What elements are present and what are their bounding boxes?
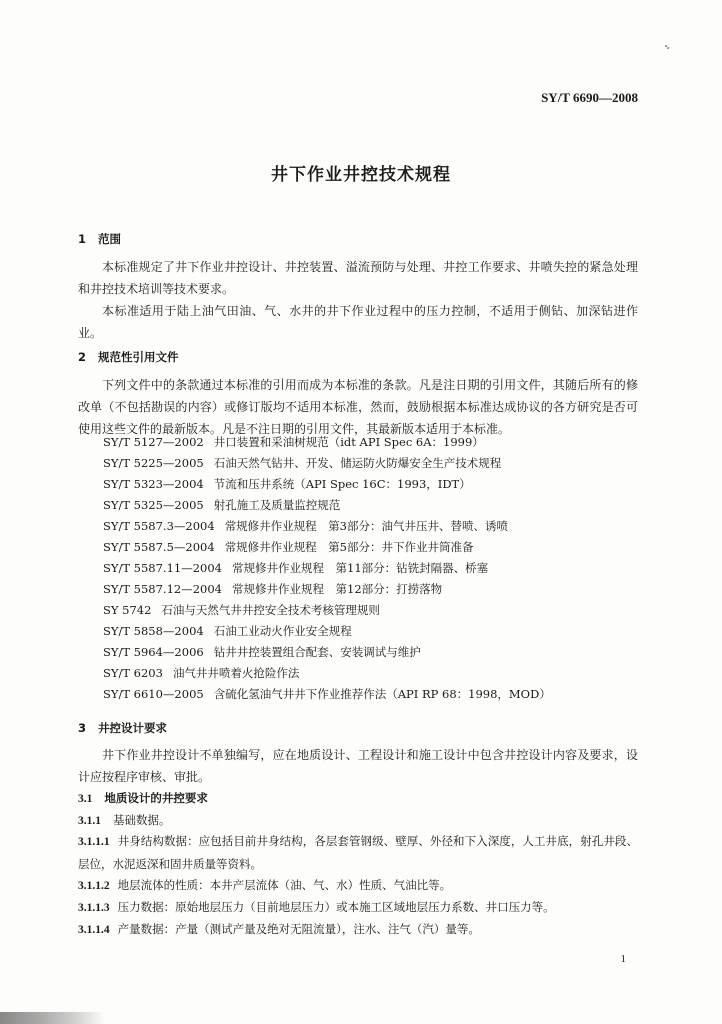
- subsection-title: 地质设计的井控要求: [104, 791, 208, 805]
- clause-item: [78, 896, 638, 919]
- reference-item: [103, 539, 474, 555]
- reference-item: [103, 623, 352, 639]
- reference-item: [103, 476, 471, 492]
- scan-speck: [667, 47, 669, 49]
- reference-title: 射孔施工及质量监控规范: [213, 498, 341, 512]
- reference-item: [103, 560, 488, 576]
- reference-title: 含硫化氢油气井井下作业推荐作法（API RP 68：1998，MOD）: [213, 687, 551, 701]
- reference-code: SY/T 5587.5—2004: [103, 540, 215, 554]
- clause-number: 3.1.1.1: [78, 836, 110, 848]
- reference-title: 钻井井控装置组合配套、安装调试与维护: [213, 645, 421, 659]
- reference-item: [103, 581, 442, 597]
- clause-number: 3.1.1.3: [78, 902, 110, 914]
- section-1-heading: [78, 231, 121, 247]
- reference-item: [103, 665, 299, 681]
- subsection-number: 3.1.1: [78, 815, 101, 827]
- reference-title: 油气井井喷着火抢险作法: [172, 666, 300, 680]
- section-2-heading: [78, 349, 179, 365]
- reference-code: SY 5742: [103, 603, 152, 617]
- section-number: 1: [78, 232, 87, 246]
- reference-item: [103, 497, 340, 513]
- section-1-paragraph-2: 本标准适用于陆上油气田油、气、水井的井下作业过程中的压力控制，不适用于侧钻、加深钻进作业。: [78, 304, 638, 340]
- reference-item: [103, 518, 508, 534]
- reference-item: [103, 644, 421, 660]
- reference-code: SY/T 6610—2005: [103, 687, 204, 701]
- reference-item: [103, 602, 380, 618]
- subsection-3-1-1-heading: [78, 812, 171, 828]
- reference-title: 石油与天然气井井控安全技术考核管理规则: [161, 603, 380, 617]
- reference-title: 常规修井作业规程 第5部分：井下作业井筒准备: [224, 540, 474, 554]
- reference-code: SY/T 5858—2004: [103, 624, 204, 638]
- reference-title: 常规修井作业规程 第12部分：打捞落物: [232, 582, 443, 596]
- section-3-intro: 井下作业井控设计不单独编写，应在地质设计、工程设计和施工设计中包含井控设计内容及要求，设计应按程序审核、审批。: [78, 748, 638, 784]
- clause-item: [78, 874, 638, 897]
- section-number: 3: [78, 721, 87, 735]
- clause-text: 地层流体的性质：本井产层流体（油、气、水）性质、气油比等。: [117, 878, 452, 892]
- clause-number: 3.1.1.4: [78, 924, 110, 936]
- subsection-3-1-heading: [78, 790, 208, 806]
- reference-code: SY/T 5127—2002: [103, 435, 204, 449]
- document-title: 井下作业井控技术规程: [271, 165, 451, 185]
- clause-text: 产量数据：产量（测试产量及绝对无阻流量），注水、注气（汽）量等。: [117, 922, 480, 936]
- scan-edge-shadow: [0, 1012, 105, 1024]
- clause-number: 3.1.1.2: [78, 880, 110, 892]
- reference-title: 井口装置和采油树规范（idt API Spec 6A：1999）: [213, 435, 484, 449]
- clause-text: 井身结构数据：应包括目前井身结构，各层套管钢级、壁厚、外径和下入深度，人工井底，射孔井段、层位，水泥返深和固井质量等资料。: [78, 834, 638, 871]
- reference-title: 节流和压井系统（API Spec 16C：1993，IDT）: [213, 477, 471, 491]
- reference-code: SY/T 5587.11—2004: [103, 561, 222, 575]
- section-3-heading: [78, 720, 167, 736]
- reference-code: SY/T 5587.3—2004: [103, 519, 215, 533]
- clause-text: 压力数据：原始地层压力（目前地层压力）或本施工区域地层压力系数、井口压力等。: [117, 900, 555, 914]
- reference-code: SY/T 5225—2005: [103, 456, 204, 470]
- section-title: 范围: [98, 232, 121, 246]
- reference-code: SY/T 5325—2005: [103, 498, 204, 512]
- section-number: 2: [78, 350, 87, 364]
- section-title: 井控设计要求: [98, 721, 167, 735]
- reference-code: SY/T 5323—2004: [103, 477, 204, 491]
- reference-title: 常规修井作业规程 第3部分：油气井压井、替喷、诱喷: [224, 519, 509, 533]
- section-title: 规范性引用文件: [98, 350, 179, 364]
- reference-title: 石油天然气钻井、开发、储运防火防爆安全生产技术规程: [213, 456, 502, 470]
- subsection-number: 3.1: [78, 793, 93, 805]
- reference-item: [103, 686, 551, 702]
- clause-item: [78, 918, 638, 941]
- reference-code: SY/T 6203: [103, 666, 163, 680]
- page-number: 1: [620, 953, 626, 965]
- clause-item: [78, 830, 638, 875]
- reference-item: [103, 434, 484, 450]
- reference-code: SY/T 5587.12—2004: [103, 582, 222, 596]
- section-2-intro: 下列文件中的条款通过本标准的引用而成为本标准的条款。凡是注日期的引用文件，其随后所有的修改单（不包括勘误的内容）或修订版均不适用本标准，然而，鼓励根据本标准达成协议的各方研究是否可使用这些文件的最新版本。凡是不注日期的引用文件，其最新版本适用于本标准。: [78, 378, 638, 436]
- standard-code: SY/T 6690—2008: [541, 90, 638, 105]
- reference-title: 常规修井作业规程 第11部分：钻铣封隔器、桥塞: [232, 561, 489, 575]
- section-1-paragraph-1: 本标准规定了井下作业井控设计、井控装置、溢流预防与处理、井控工作要求、井喷失控的紧急处理和井控技术培训等技术要求。: [78, 260, 638, 296]
- reference-title: 石油工业动火作业安全规程: [213, 624, 352, 638]
- reference-code: SY/T 5964—2006: [103, 645, 204, 659]
- reference-item: [103, 455, 501, 471]
- subsection-title: 基础数据。: [113, 813, 171, 827]
